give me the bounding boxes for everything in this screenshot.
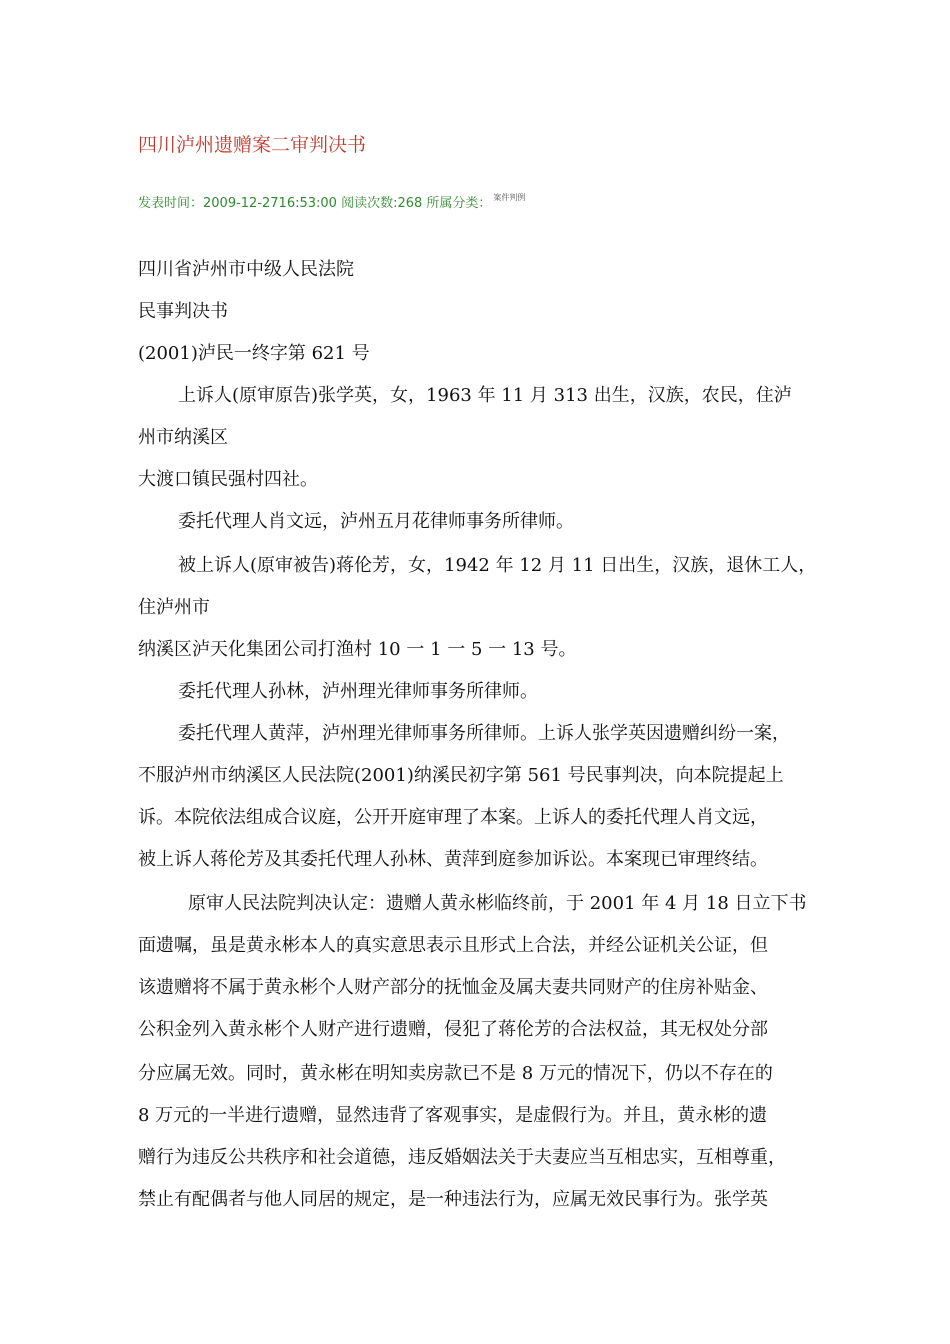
category-tag: 案件判例 (493, 193, 526, 202)
body-line: 该遗赠将不属于黄永彬个人财产部分的抚恤金及属夫妻共同财产的住房补贴金、 (138, 977, 768, 998)
body-line: 被上诉人(原审被告)蒋伦芳，女，1942 年 12 月 11 日出生，汉族，退休工人， (178, 555, 817, 576)
post-meta (138, 192, 525, 211)
body-line: 住泸州市 (138, 597, 210, 618)
body-line: 不服泸州市纳溪区人民法院(2001)纳溪民初字第 561 号民事判决，向本院提起上 (138, 765, 784, 786)
body-line: 委托代理人肖文远，泸州五月花律师事务所律师。 (178, 511, 574, 532)
body-line: 公积金列入黄永彬个人财产进行遗赠，侵犯了蒋伦芳的合法权益，其无权处分部 (138, 1019, 768, 1040)
body-line: 大渡口镇民强村四社。 (138, 469, 318, 490)
body-line: 委托代理人孙林，泸州理光律师事务所律师。 (178, 681, 538, 702)
body-line: 赠行为违反公共秩序和社会道德，违反婚姻法关于夫妻应当互相忠实，互相尊重， (138, 1147, 786, 1168)
body-line: 委托代理人黄萍，泸州理光律师事务所律师。上诉人张学英因遗赠纠纷一案， (178, 723, 790, 744)
body-line: 上诉人(原审原告)张学英，女，1963 年 11 月 313 出生，汉族，农民，住泸 (178, 385, 792, 406)
body-line: 州市纳溪区 (138, 427, 228, 448)
post-meta-text: 发表时间：2009-12-2716:53:00 阅读次数:268 所属分类： (138, 196, 492, 211)
body-line: 面遗嘱，虽是黄永彬本人的真实意思表示且形式上合法，并经公证机关公证，但 (138, 935, 768, 956)
case-number: (2001)泸民一终字第 621 号 (138, 343, 370, 364)
body-line: 8 万元的一半进行遗赠，显然违背了客观事实，是虚假行为。并且，黄永彬的遗 (138, 1105, 768, 1126)
body-line: 被上诉人蒋伦芳及其委托代理人孙林、黄萍到庭参加诉讼。本案现已审理终结。 (138, 849, 768, 870)
court-name: 四川省泸州市中级人民法院 (138, 259, 354, 280)
body-line: 原审人民法院判决认定：遗赠人黄永彬临终前，于 2001 年 4 月 18 日立下书 (188, 893, 807, 914)
body-line: 诉。本院依法组成合议庭，公开开庭审理了本案。上诉人的委托代理人肖文远， (138, 807, 768, 828)
body-line: 分应属无效。同时，黄永彬在明知卖房款已不是 8 万元的情况下，仍以不存在的 (138, 1063, 773, 1084)
document-type: 民事判决书 (138, 301, 228, 322)
document-title: 四川泸州遗赠案二审判决书 (138, 134, 367, 156)
body-line: 禁止有配偶者与他人同居的规定，是一种违法行为，应属无效民事行为。张学英 (138, 1189, 768, 1210)
body-line: 纳溪区泸天化集团公司打渔村 10 一 1 一 5 一 13 号。 (138, 639, 577, 660)
